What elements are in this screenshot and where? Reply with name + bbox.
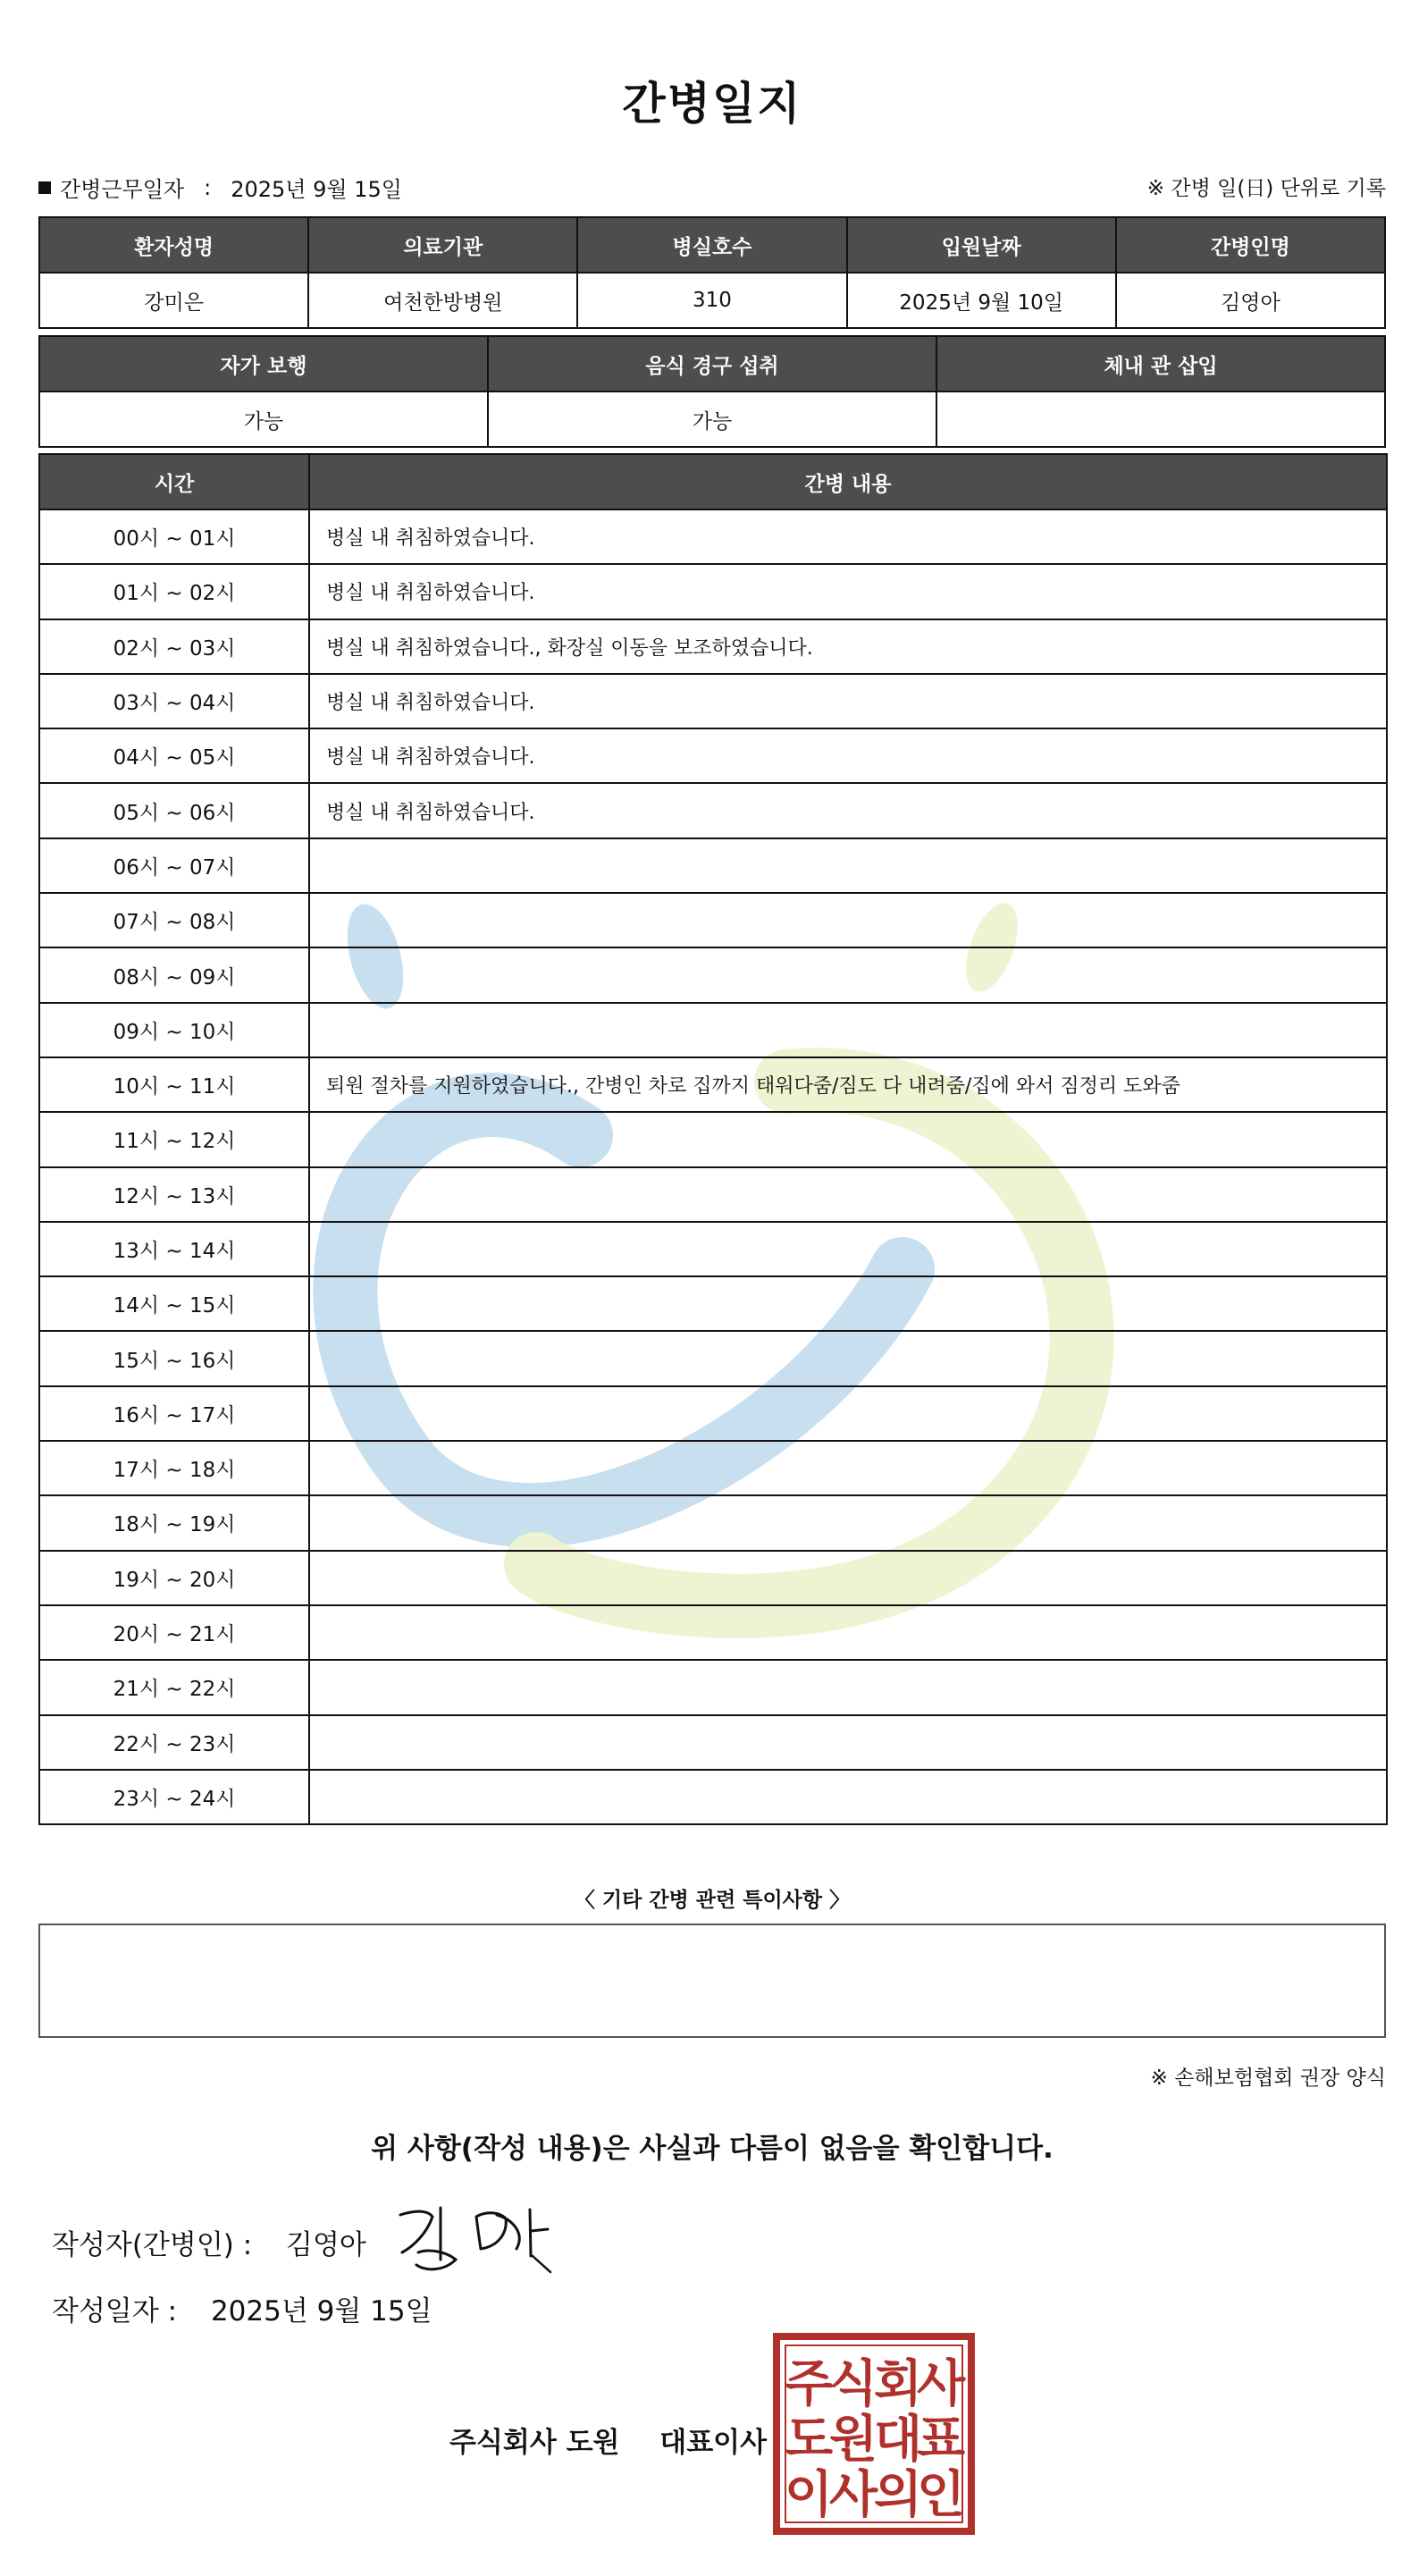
content-cell	[309, 947, 1387, 1002]
time-cell: 03시 ~ 04시	[39, 674, 309, 728]
time-cell: 05시 ~ 06시	[39, 783, 309, 838]
header-room: 병실호수	[577, 217, 846, 273]
time-cell: 14시 ~ 15시	[39, 1276, 309, 1331]
time-cell: 10시 ~ 11시	[39, 1057, 309, 1112]
table-row	[39, 1112, 1387, 1166]
header-admission-date: 입원날짜	[847, 217, 1116, 273]
content-cell	[309, 1222, 1387, 1276]
table-row	[39, 1057, 1387, 1112]
svg-text:사: 사	[828, 2466, 878, 2524]
table-row	[39, 1770, 1387, 1824]
meta-row	[38, 172, 1386, 202]
header-patient-name: 환자성명	[39, 217, 308, 273]
table-row	[39, 838, 1387, 893]
patient-info-table	[38, 216, 1386, 329]
svg-text:사: 사	[916, 2355, 966, 2413]
patient-status-table	[38, 335, 1386, 448]
remarks-title: 〈 기타 간병 관련 특이사항 〉	[574, 1889, 851, 1912]
table-row	[39, 564, 1387, 619]
hourly-log-table	[38, 453, 1388, 1825]
writer-line	[52, 2222, 366, 2262]
header-oral-intake: 음식 경구 섭취	[488, 336, 936, 391]
table-row	[39, 947, 1387, 1002]
content-cell	[309, 1112, 1387, 1166]
content-cell	[309, 1495, 1387, 1550]
svg-text:표: 표	[916, 2411, 966, 2469]
content-cell	[309, 1660, 1387, 1714]
content-cell	[309, 838, 1387, 893]
content-cell: 병실 내 취침하였습니다.	[309, 509, 1387, 564]
tube-insertion-value	[936, 391, 1385, 447]
table-row	[39, 783, 1387, 838]
table-row	[39, 893, 1387, 947]
header-caregiver: 간병인명	[1116, 217, 1385, 273]
time-cell: 15시 ~ 16시	[39, 1331, 309, 1385]
content-cell	[309, 1003, 1387, 1057]
content-cell: 퇴원 절차를 지원하였습니다., 간병인 차로 집까지 태워다줌/짐도 다 내려줌/집에 와서 짐정리 도와줌	[309, 1057, 1387, 1112]
content-cell	[309, 1386, 1387, 1441]
company-line	[449, 2420, 767, 2460]
time-cell: 17시 ~ 18시	[39, 1441, 309, 1495]
table-row	[39, 1715, 1387, 1770]
content-cell: 병실 내 취침하였습니다.	[309, 564, 1387, 619]
time-cell: 09시 ~ 10시	[39, 1003, 309, 1057]
table-row	[39, 1495, 1387, 1550]
oral-intake-value: 가능	[488, 391, 936, 447]
content-cell	[309, 1605, 1387, 1660]
confirmation-statement: 위 사항(작성 내용)은 사실과 다름이 없음을 확인합니다.	[371, 2133, 1054, 2165]
time-cell: 20시 ~ 21시	[39, 1605, 309, 1660]
time-cell: 12시 ~ 13시	[39, 1167, 309, 1222]
company-seal-icon	[773, 2333, 975, 2535]
time-cell: 01시 ~ 02시	[39, 564, 309, 619]
table-row	[39, 674, 1387, 728]
time-cell: 00시 ~ 01시	[39, 509, 309, 564]
time-cell: 19시 ~ 20시	[39, 1551, 309, 1605]
svg-text:이: 이	[784, 2466, 834, 2524]
written-date-label: 작성일자 :	[52, 2295, 178, 2328]
writer-label: 작성자(간병인) :	[52, 2229, 253, 2261]
table-row	[39, 1605, 1387, 1660]
content-cell	[309, 1276, 1387, 1331]
svg-text:회: 회	[873, 2355, 923, 2413]
time-cell: 02시 ~ 03시	[39, 619, 309, 674]
content-cell	[309, 1331, 1387, 1385]
time-cell: 22시 ~ 23시	[39, 1715, 309, 1770]
time-cell: 13시 ~ 14시	[39, 1222, 309, 1276]
remarks-box	[38, 1924, 1386, 2038]
table-row	[39, 1331, 1387, 1385]
table-row	[39, 619, 1387, 674]
table-row	[39, 1386, 1387, 1441]
representative-title: 대표이사	[659, 2427, 768, 2459]
work-date-label: 간병근무일자	[60, 177, 185, 202]
content-cell: 병실 내 취침하였습니다.	[309, 783, 1387, 838]
svg-text:원: 원	[828, 2411, 878, 2469]
table-row	[39, 1660, 1387, 1714]
content-cell	[309, 1715, 1387, 1770]
handwritten-signature-icon	[391, 2197, 588, 2277]
table-row	[39, 273, 1385, 328]
table-row	[39, 1167, 1387, 1222]
header-tube-insertion: 체내 관 삽입	[936, 336, 1385, 391]
content-cell	[309, 1551, 1387, 1605]
walking-value: 가능	[39, 391, 488, 447]
admission-date: 2025년 9월 10일	[847, 273, 1116, 328]
table-row	[39, 728, 1387, 783]
company-name: 주식회사 도원	[449, 2427, 620, 2459]
caregiver-name: 김영아	[1116, 273, 1385, 328]
time-cell: 07시 ~ 08시	[39, 893, 309, 947]
time-cell: 16시 ~ 17시	[39, 1386, 309, 1441]
time-cell: 23시 ~ 24시	[39, 1770, 309, 1824]
work-date-value: 2025년 9월 15일	[231, 177, 402, 202]
time-cell: 08시 ~ 09시	[39, 947, 309, 1002]
patient-name: 강미은	[39, 273, 308, 328]
content-cell	[309, 1770, 1387, 1824]
time-cell: 06시 ~ 07시	[39, 838, 309, 893]
header-care-content: 간병 내용	[309, 454, 1387, 509]
svg-text:의: 의	[873, 2466, 923, 2524]
table-row	[39, 1276, 1387, 1331]
time-cell: 04시 ~ 05시	[39, 728, 309, 783]
table-row	[39, 1551, 1387, 1605]
content-cell	[309, 893, 1387, 947]
hospital-name: 여천한방병원	[308, 273, 577, 328]
header-walking: 자가 보행	[39, 336, 488, 391]
svg-text:대: 대	[873, 2411, 923, 2469]
header-hospital: 의료기관	[308, 217, 577, 273]
written-date-line	[52, 2288, 432, 2328]
time-cell: 18시 ~ 19시	[39, 1495, 309, 1550]
table-row	[39, 509, 1387, 564]
square-bullet-icon	[38, 181, 51, 194]
table-header-row	[39, 217, 1385, 273]
svg-text:도: 도	[784, 2411, 834, 2469]
svg-text:식: 식	[828, 2355, 878, 2413]
content-cell: 병실 내 취침하였습니다.	[309, 674, 1387, 728]
svg-text:인: 인	[916, 2466, 966, 2524]
svg-text:주: 주	[784, 2355, 834, 2413]
work-date	[38, 172, 402, 203]
written-date-value: 2025년 9월 15일	[210, 2295, 432, 2328]
form-note: ※ 손해보험협회 권장 양식	[1150, 2067, 1386, 2090]
unit-note: ※ 간병 일(日) 단위로 기록	[1146, 177, 1386, 200]
table-row	[39, 1222, 1387, 1276]
table-row	[39, 1441, 1387, 1495]
content-cell	[309, 1167, 1387, 1222]
table-header-row	[39, 336, 1385, 391]
time-cell: 11시 ~ 12시	[39, 1112, 309, 1166]
content-cell	[309, 1441, 1387, 1495]
content-cell: 병실 내 취침하였습니다., 화장실 이동을 보조하였습니다.	[309, 619, 1387, 674]
table-row	[39, 1003, 1387, 1057]
document-title: 간병일지	[622, 78, 802, 130]
work-date-sep: :	[204, 174, 212, 200]
header-time: 시간	[39, 454, 309, 509]
table-header-row	[39, 454, 1387, 509]
table-row	[39, 391, 1385, 447]
time-cell: 21시 ~ 22시	[39, 1660, 309, 1714]
room-number: 310	[577, 273, 846, 328]
content-cell: 병실 내 취침하였습니다.	[309, 728, 1387, 783]
writer-name: 김영아	[286, 2229, 366, 2261]
